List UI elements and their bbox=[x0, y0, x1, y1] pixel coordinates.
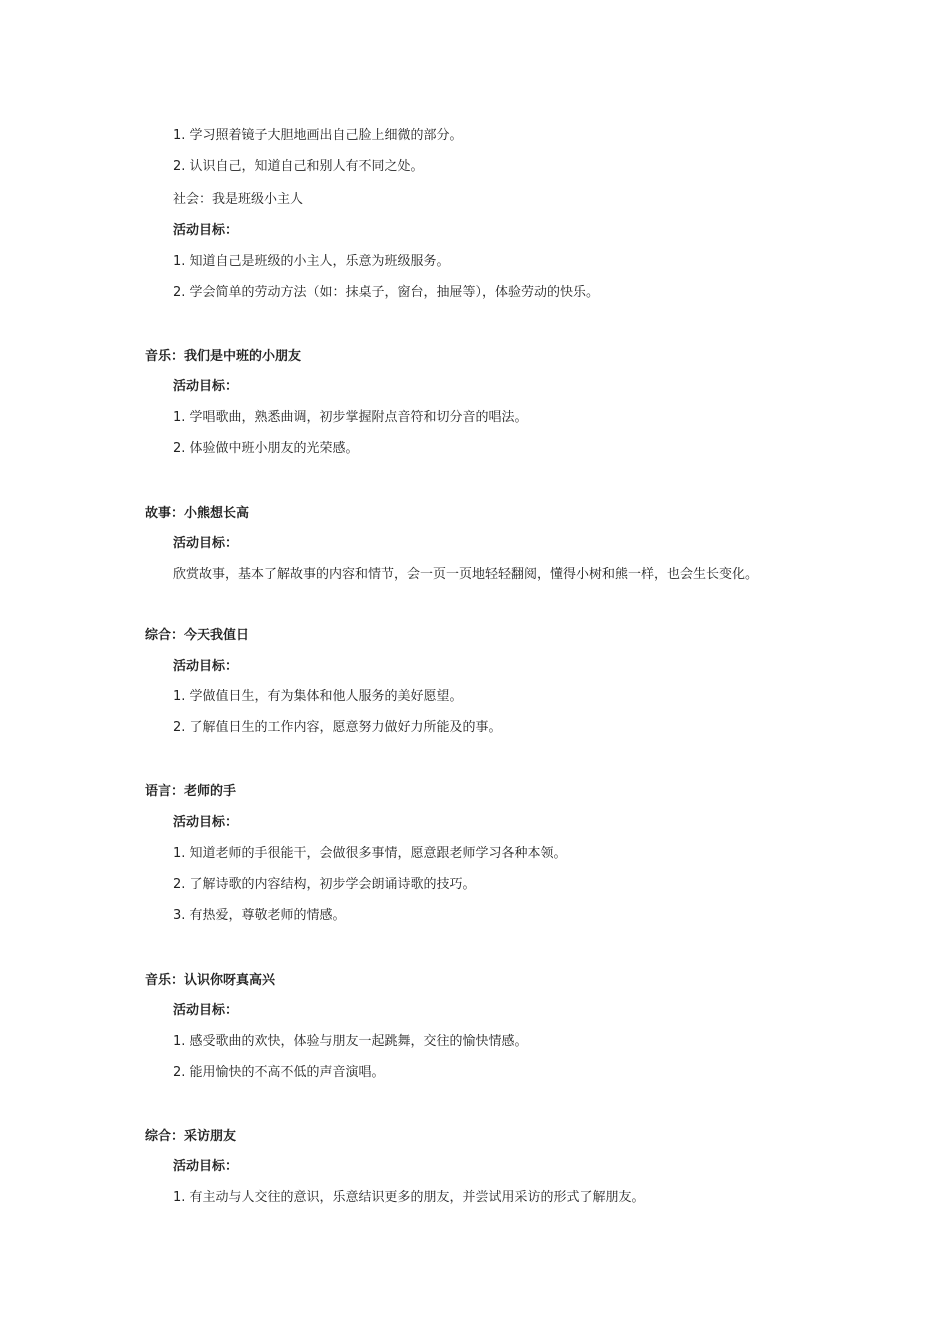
goal-label: 活动目标： bbox=[173, 223, 239, 238]
section-heading: 综合：采访朋友 bbox=[145, 1129, 237, 1144]
section-subtitle: 社会：我是班级小主人 bbox=[173, 192, 304, 207]
list-item: 2. 了解值日生的工作内容，愿意努力做好力所能及的事。 bbox=[173, 720, 502, 735]
goal-label: 活动目标： bbox=[173, 659, 239, 674]
list-item: 2. 了解诗歌的内容结构，初步学会朗诵诗歌的技巧。 bbox=[173, 877, 476, 892]
list-item: 2. 能用愉快的不高不低的声音演唱。 bbox=[173, 1065, 385, 1080]
list-item: 1. 知道自己是班级的小主人，乐意为班级服务。 bbox=[173, 254, 450, 269]
section-heading: 综合：今天我值日 bbox=[145, 628, 250, 643]
section-heading: 故事：小熊想长高 bbox=[145, 506, 250, 521]
section-heading: 音乐：我们是中班的小朋友 bbox=[145, 349, 302, 364]
goal-label: 活动目标： bbox=[173, 379, 239, 394]
list-item: 1. 学做值日生，有为集体和他人服务的美好愿望。 bbox=[173, 689, 463, 704]
list-item: 1. 学习照着镜子大胆地画出自己脸上细微的部分。 bbox=[173, 128, 463, 143]
paragraph: 欣赏故事，基本了解故事的内容和情节，会一页一页地轻轻翻阅，懂得小树和熊一样，也会生长变化。 bbox=[173, 567, 759, 582]
list-item: 2. 学会简单的劳动方法（如：抹桌子，窗台，抽屉等），体验劳动的快乐。 bbox=[173, 285, 600, 300]
section-heading: 音乐：认识你呀真高兴 bbox=[145, 973, 276, 988]
list-item: 1. 学唱歌曲，熟悉曲调，初步掌握附点音符和切分音的唱法。 bbox=[173, 410, 528, 425]
goal-label: 活动目标： bbox=[173, 815, 239, 830]
section-heading: 语言：老师的手 bbox=[145, 784, 237, 799]
goal-label: 活动目标： bbox=[173, 536, 239, 551]
list-item: 1. 知道老师的手很能干，会做很多事情，愿意跟老师学习各种本领。 bbox=[173, 846, 567, 861]
list-item: 2. 认识自己，知道自己和别人有不同之处。 bbox=[173, 159, 424, 174]
list-item: 2. 体验做中班小朋友的光荣感。 bbox=[173, 441, 359, 456]
list-item: 1. 感受歌曲的欢快，体验与朋友一起跳舞，交往的愉快情感。 bbox=[173, 1034, 528, 1049]
list-item: 3. 有热爱，尊敬老师的情感。 bbox=[173, 908, 346, 923]
goal-label: 活动目标： bbox=[173, 1003, 239, 1018]
list-item: 1. 有主动与人交往的意识，乐意结识更多的朋友，并尝试用采访的形式了解朋友。 bbox=[173, 1190, 645, 1205]
goal-label: 活动目标： bbox=[173, 1159, 239, 1174]
